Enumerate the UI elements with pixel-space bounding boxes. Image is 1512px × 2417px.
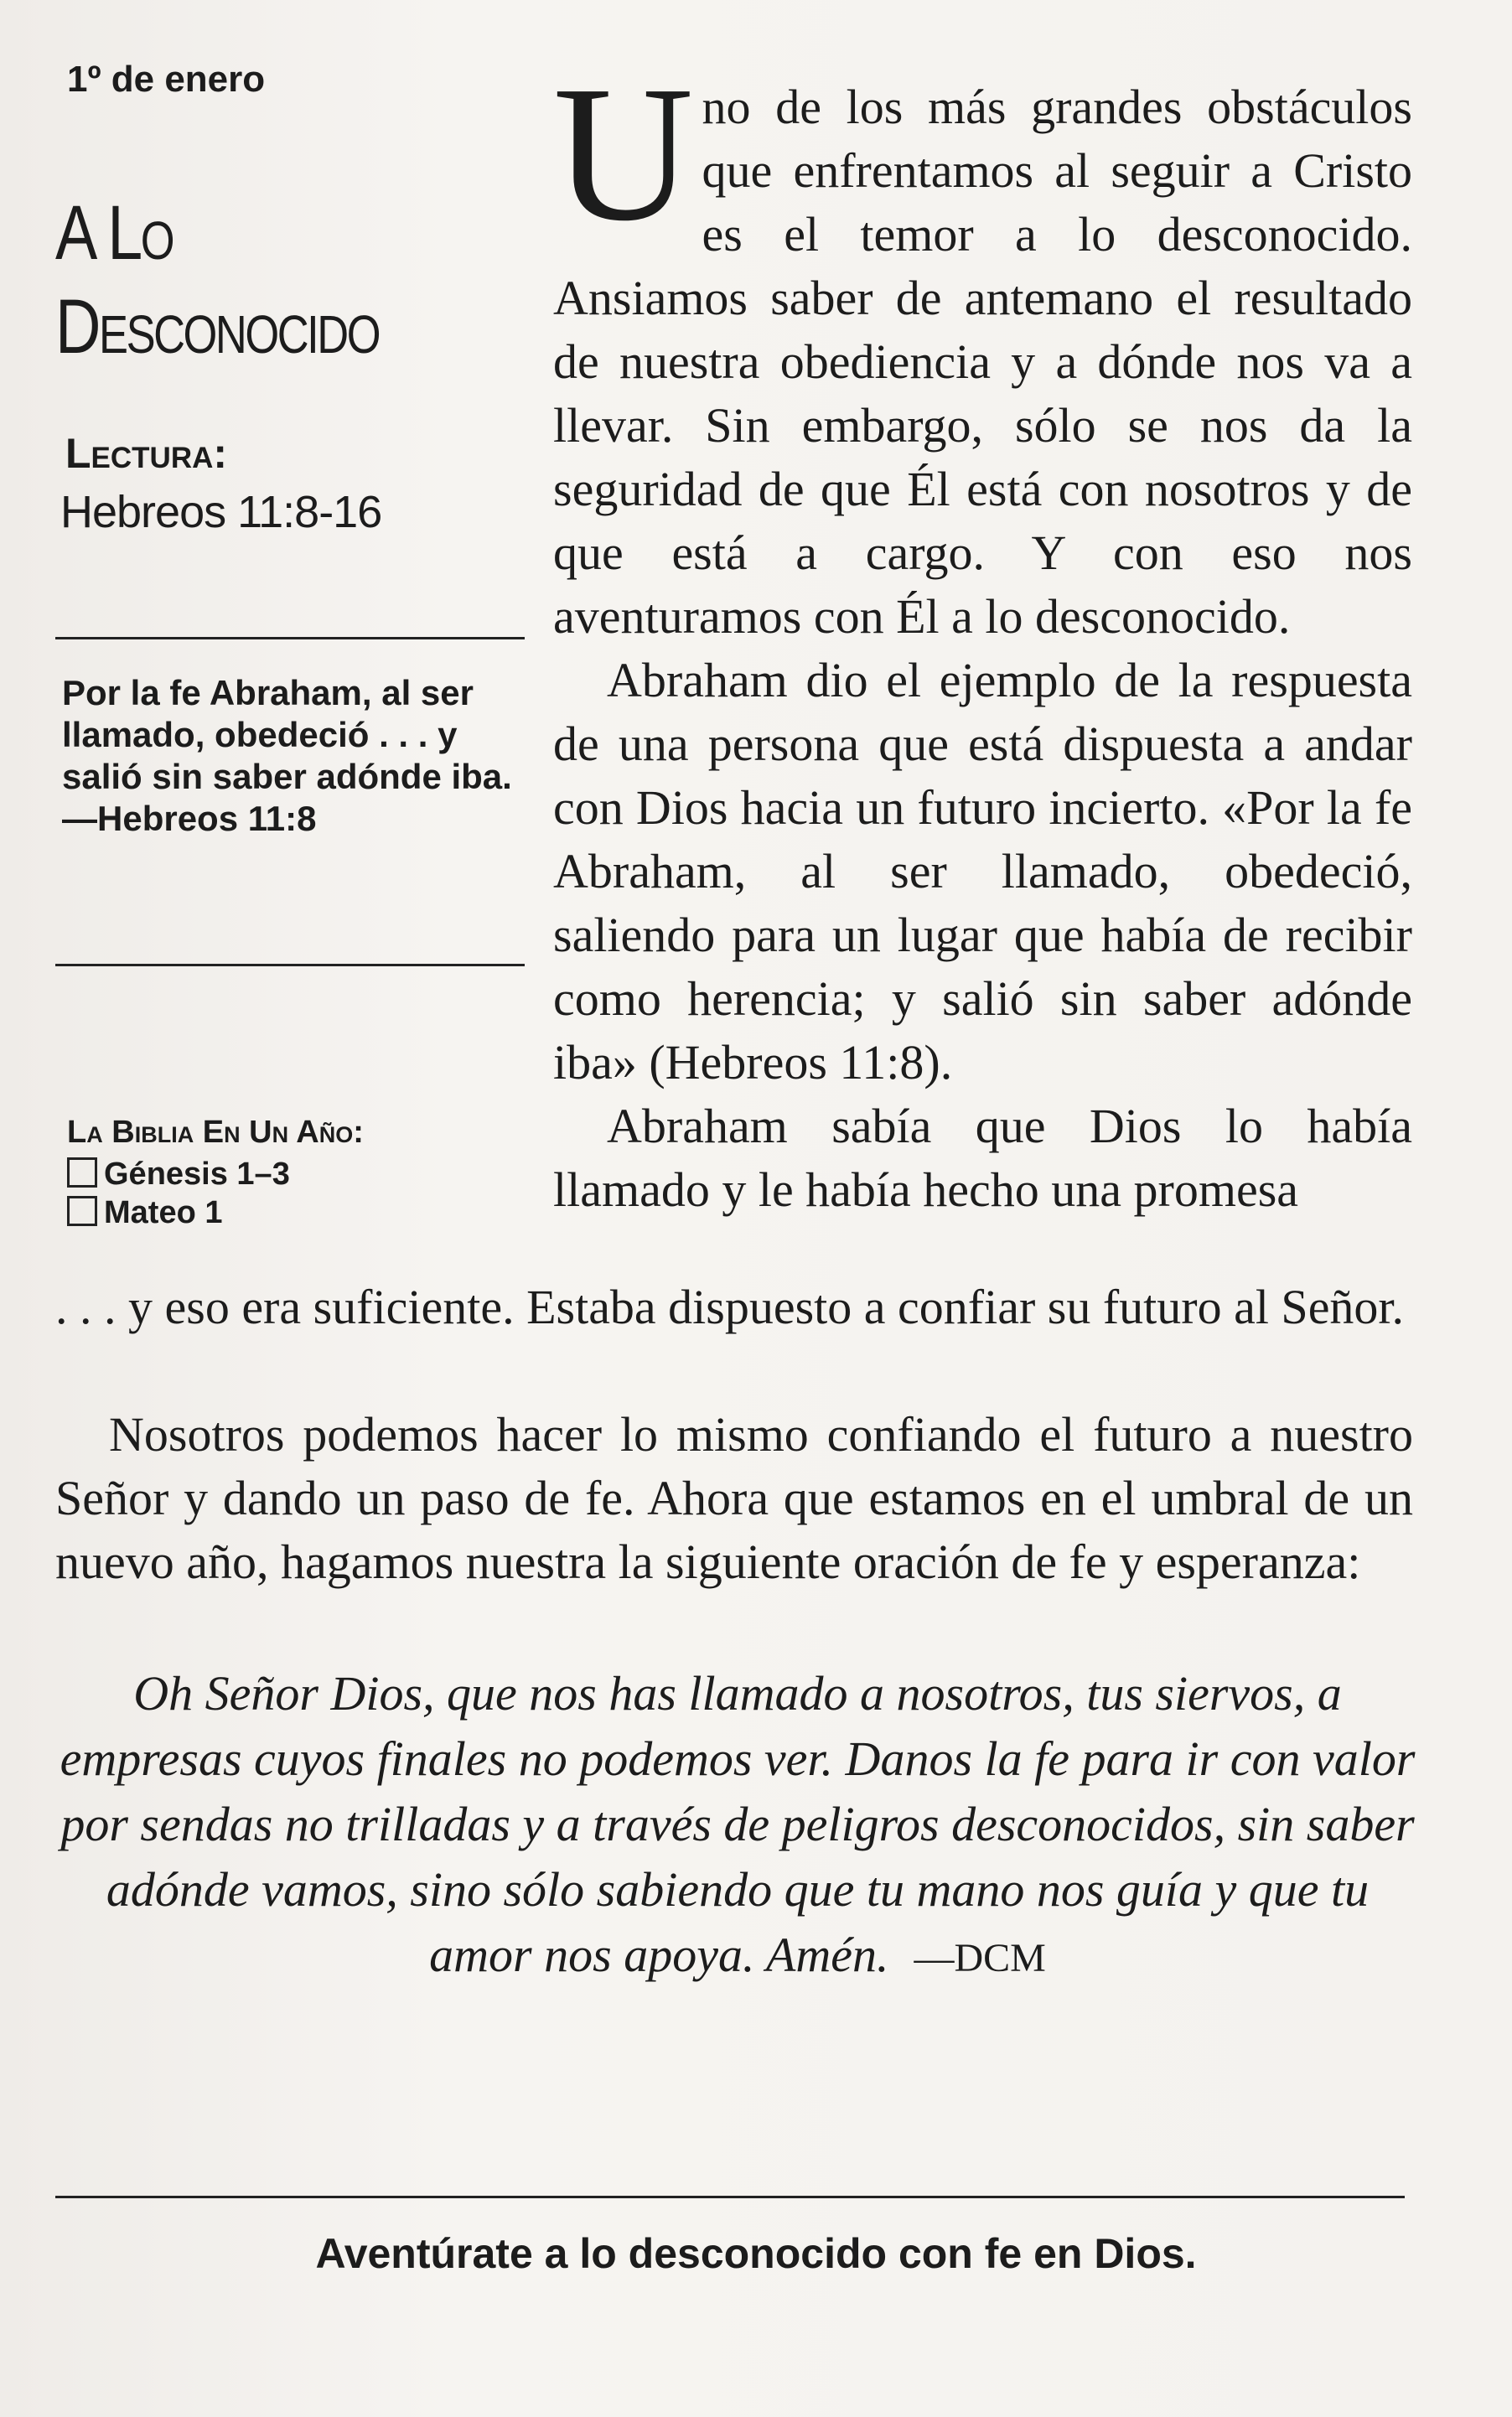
thought-for-day: Aventúrate a lo desconocido con fe en Dios. bbox=[315, 2230, 1197, 2277]
bible-year-item: Mateo 1 bbox=[67, 1195, 222, 1231]
paragraph-3-end: . . . y eso era suficiente. Estaba dispuesto a confiar su futuro al Señor. bbox=[55, 1280, 1405, 1334]
date-label: 1º de enero bbox=[67, 59, 266, 100]
bible-year-item: Génesis 1–3 bbox=[67, 1157, 290, 1193]
paragraph-4: Nosotros podemos hacer lo mismo confiando el futuro a nuestro Señor y dando un paso de fe. Ahora que estamos en el umbral de un nuevo año, hagamos nuestra la siguiente oración de fe y esperanza: bbox=[55, 1407, 1413, 1589]
verse-top-rule bbox=[55, 637, 525, 639]
key-verse-text: Por la fe Abraham, al ser llamado, obedeció . . . y salió sin saber adónde iba. bbox=[62, 673, 512, 796]
paragraph-3-start: Abraham sabía que Dios lo había llamado y le había hecho una promesa bbox=[553, 1099, 1412, 1217]
main-text-column bbox=[553, 46, 1412, 1222]
checkbox-icon[interactable] bbox=[67, 1157, 97, 1188]
checkbox-icon[interactable] bbox=[67, 1196, 97, 1226]
paragraph-1: Uno de los más grandes obstáculos que enfrentamos al seguir a Cristo es el temor a lo desconocido. Ansiamos saber de antemano el resultado de nuestra obediencia y a dónde nos va a llevar. Sin embargo, sólo se nos da la seguridad de que Él está con nosotros y de que está a cargo. Y con eso nos aventuramos con Él a lo desconocido. bbox=[553, 46, 1412, 644]
verse-bottom-rule bbox=[55, 964, 525, 966]
paragraph-2: Abraham dio el ejemplo de la respuesta de una persona que está dispuesta a andar con Dios hacia un futuro incierto. «Por la fe Abraham, al ser llamado, obedeció, saliendo para un lugar que había de recibir como herencia; y salió sin saber adónde iba» (Hebreos 11:8). bbox=[553, 653, 1412, 1089]
reading-label: Lectura: bbox=[65, 430, 228, 477]
drop-cap: U bbox=[553, 46, 694, 261]
key-verse bbox=[62, 672, 531, 840]
prayer bbox=[59, 1661, 1416, 1991]
title-line-1: A Lo bbox=[55, 190, 173, 276]
bible-year-label: La Biblia En Un Año: bbox=[67, 1115, 364, 1150]
title-line-2: Desconocido bbox=[55, 284, 380, 370]
key-verse-ref: —Hebreos 11:8 bbox=[62, 799, 317, 838]
prayer-text: Oh Señor Dios, que nos has llamado a nosotros, tus siervos, a empresas cuyos finales no podemos ver. Danos la fe para ir con valor por sendas no trilladas y a través de peligros desconocidos, sin saber adónde vamos, sino sólo sabiendo que tu mano nos guía y que tu amor nos apoya. Amén. bbox=[60, 1666, 1416, 1982]
page-title bbox=[55, 186, 379, 374]
reading-reference: Hebreos 11:8-16 bbox=[60, 487, 382, 537]
footer-rule bbox=[55, 2196, 1405, 2198]
prayer-author: —DCM bbox=[914, 1936, 1046, 1980]
